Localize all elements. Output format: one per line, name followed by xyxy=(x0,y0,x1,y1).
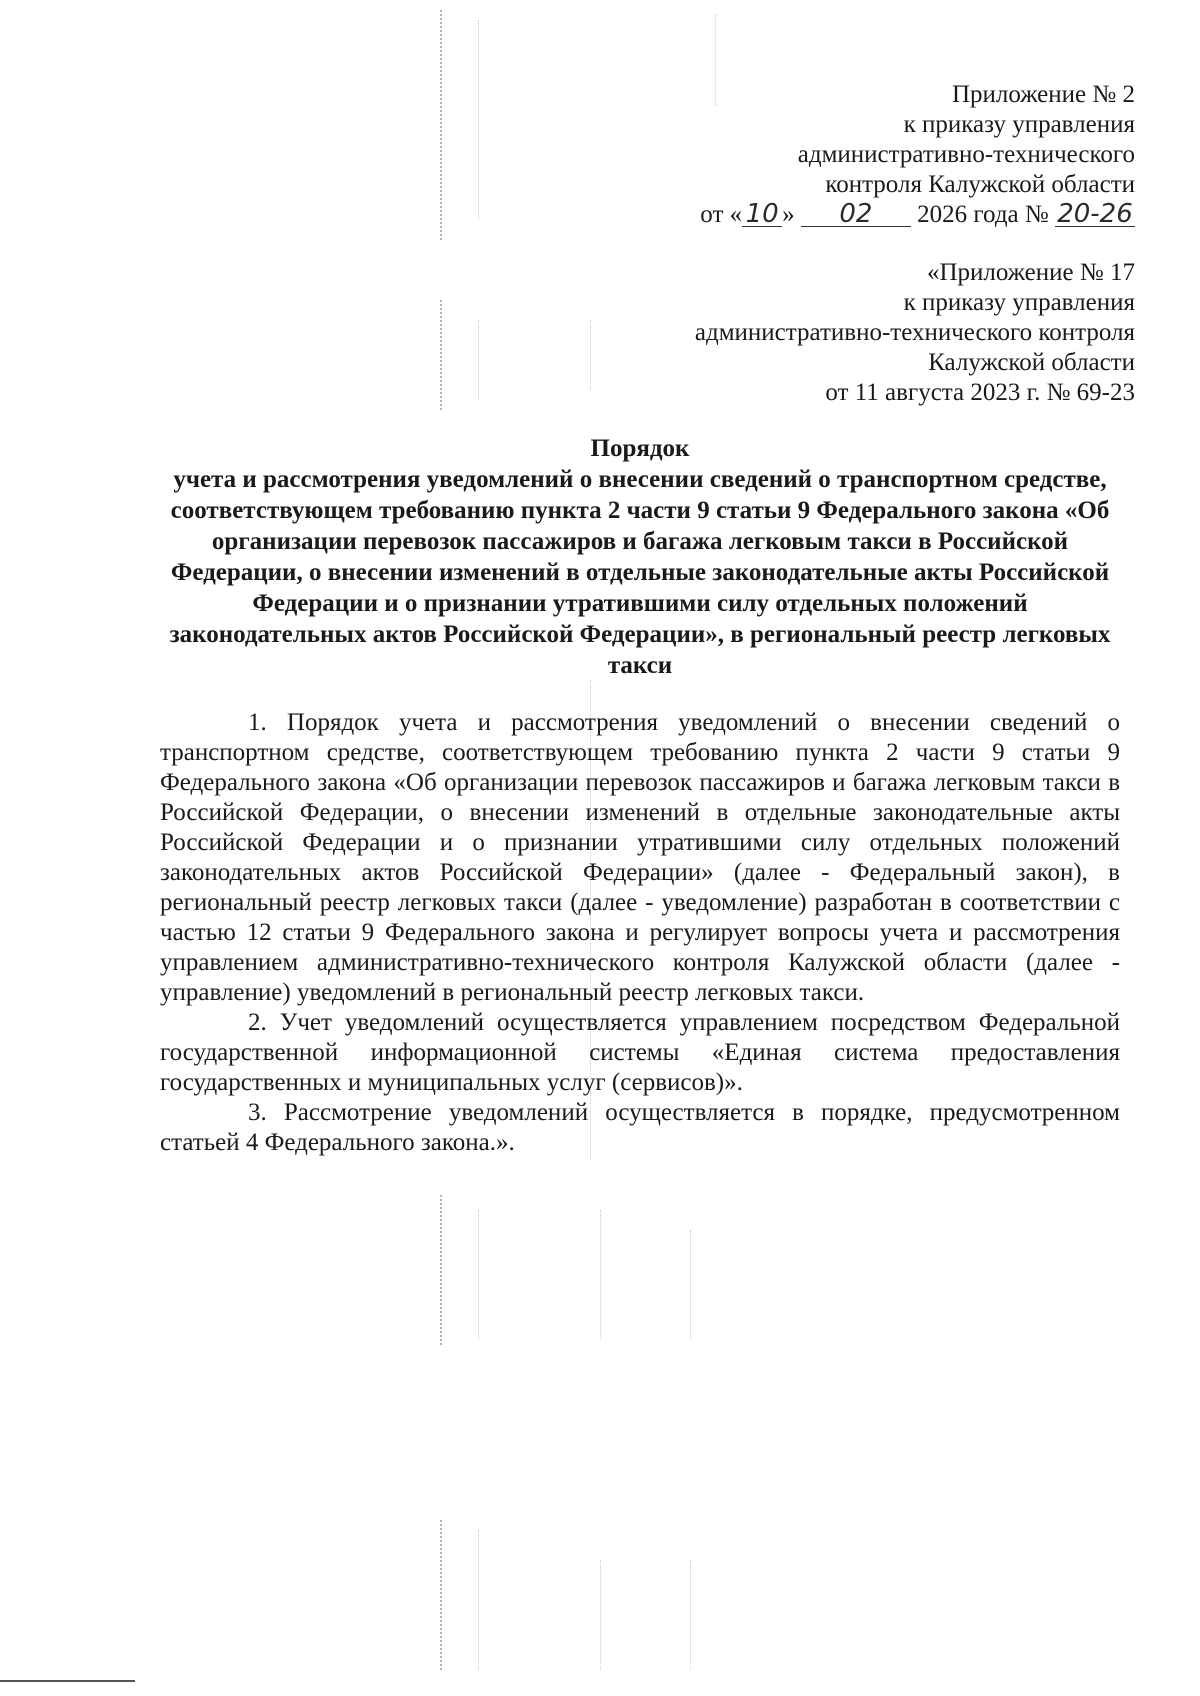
appendix-2-line3: контроля Калужской области xyxy=(825,171,1135,198)
appendix-17-line4: от 11 августа 2023 г. № 69-23 xyxy=(825,379,1135,406)
scan-streak xyxy=(440,1520,442,1670)
date-prefix: от « xyxy=(700,201,743,228)
scan-streak xyxy=(478,1530,479,1670)
scan-streak xyxy=(440,1195,442,1345)
scan-streak xyxy=(478,20,479,220)
handwritten-number: 20-26 xyxy=(1055,202,1135,227)
scan-streak xyxy=(478,1210,479,1340)
appendix-17-line1: к приказу управления xyxy=(903,289,1135,316)
paragraph-2: 2. Учет уведомлений осуществляется управлением посредством Федеральной государственной информационной системы «Единая система предоставления государственных и муниципальных услуг (сервисов)». xyxy=(160,1009,1120,1096)
document-title-block xyxy=(160,433,1120,681)
appendix-17-line2: административно-технического контроля xyxy=(694,319,1135,346)
scan-streak xyxy=(690,1230,691,1340)
appendix-2-line1: к приказу управления xyxy=(903,111,1135,138)
appendix-2-title: Приложение № 2 xyxy=(951,81,1135,108)
year-text: 2026 года № xyxy=(917,201,1049,228)
document-body xyxy=(160,708,1120,1158)
appendix-2-header xyxy=(575,80,1135,230)
paragraph-3: 3. Рассмотрение уведомлений осуществляется в порядке, предусмотренном статьей 4 Федерального закона.». xyxy=(160,1099,1120,1156)
scan-streak xyxy=(600,1210,601,1340)
scan-streak xyxy=(440,10,442,240)
appendix-17-header xyxy=(435,258,1135,408)
document-heading: Порядок xyxy=(590,435,690,462)
paragraph-1: 1. Порядок учета и рассмотрения уведомлений о внесении сведений о транспортном средстве, соответствующем требованию пункта 2 части 9 статьи 9 Федерального закона «Об организации перевозок пассажиров и багажа легковым такси в Российской Федерации, о внесении изменений в отдельные законодательные акты Российской Федерации и о признании утратившими силу отдельных положений законодательных актов Российской Федерации» (далее - Федеральный закон), в региональный реестр легковых такси (далее - уведомление) разработан в соответствии с частью 12 статьи 9 Федерального закона и регулирует вопросы учета и рассмотрения управлением административно-технического контроля Калужской области (далее - управление) уведомлений в региональный реестр легковых такси. xyxy=(160,709,1120,1006)
appendix-2-line2: административно-технического xyxy=(797,141,1135,168)
handwritten-day: 10 xyxy=(742,202,782,227)
scan-streak xyxy=(600,1560,601,1670)
appendix-17-title: «Приложение № 17 xyxy=(926,259,1135,286)
scan-edge-line xyxy=(0,1680,135,1682)
date-mid: » xyxy=(782,201,795,228)
document-subtitle: учета и рассмотрения уведомлений о внесении сведений о транспортном средстве, соответствующем требованию пункта 2 части 9 статьи 9 Федерального закона «Об организации перевозок пассажиров и багажа легковым такси в Российской Федерации, о внесении изменений в отдельные законодательные акты Российской Федерации и о признании утратившими силу отдельных положений законодательных актов Российской Федерации», в региональный реестр легковых такси xyxy=(169,466,1111,679)
handwritten-month: 02 xyxy=(801,202,911,227)
appendix-2-date-line xyxy=(575,200,1135,230)
appendix-17-line3: Калужской области xyxy=(928,349,1135,376)
scan-streak xyxy=(690,1560,691,1670)
